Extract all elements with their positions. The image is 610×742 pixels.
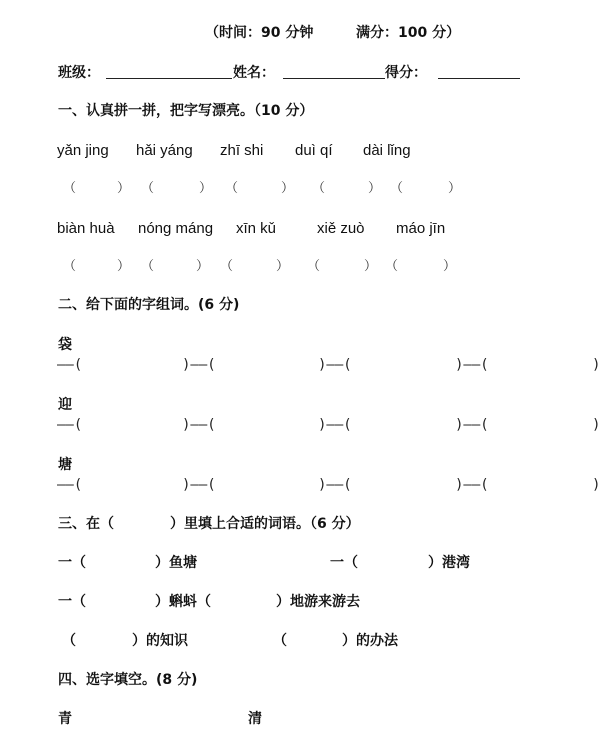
answer-close: ） bbox=[196, 259, 210, 274]
dash-lead: ——( bbox=[57, 357, 83, 373]
answer-close: ） bbox=[199, 181, 213, 196]
exam-full-score: 满分：100 分） bbox=[356, 25, 461, 41]
pinyin-1: yǎn jing bbox=[57, 142, 109, 159]
fill-prefix: 一（ bbox=[58, 555, 86, 571]
class-field[interactable] bbox=[106, 78, 232, 79]
pinyin-9: xiě zuò bbox=[317, 220, 365, 237]
pinyin-7: nóng máng bbox=[138, 220, 214, 237]
pinyin-6: biàn huà bbox=[57, 220, 115, 237]
fill-suffix: ）的办法 bbox=[342, 633, 398, 649]
dash-mid: )——( bbox=[318, 357, 352, 373]
pinyin-3: zhī shi bbox=[220, 142, 264, 159]
section1-title: 一、认真拼一拼，把字写漂亮。（10 分） bbox=[58, 103, 314, 119]
dash-lead: ——( bbox=[57, 417, 83, 433]
pinyin-5: dài lǐng bbox=[363, 142, 411, 159]
fill-suffix: ）地游来游去 bbox=[276, 594, 360, 610]
fill-prefix: 一（ bbox=[58, 594, 86, 610]
pinyin-10: máo jīn bbox=[396, 220, 446, 237]
fill-prefix: （ bbox=[62, 633, 76, 649]
section3-title: 三、在（ ）里填上合适的词语。（6 分） bbox=[58, 516, 360, 532]
pinyin-2: hǎi yáng bbox=[136, 142, 193, 159]
answer-close: ） bbox=[117, 259, 131, 274]
score-label: 得分： bbox=[385, 65, 427, 81]
answer-close: ） bbox=[443, 259, 457, 274]
dash-mid: )——( bbox=[455, 357, 489, 373]
answer-close: ） bbox=[117, 181, 131, 196]
name-label: 姓名： bbox=[233, 65, 275, 81]
pinyin-4: duì qí bbox=[295, 142, 333, 159]
fill-suffix: ）蝌蚪（ bbox=[155, 594, 211, 610]
fill-prefix: 一（ bbox=[330, 555, 358, 571]
fill-suffix: ）鱼塘 bbox=[155, 555, 197, 571]
dash-lead: ——( bbox=[57, 477, 83, 493]
answer-open: （ bbox=[312, 181, 326, 196]
answer-close: ） bbox=[448, 181, 462, 196]
dash-end: ) bbox=[592, 357, 601, 373]
answer-open: （ bbox=[225, 181, 239, 196]
answer-open: （ bbox=[307, 259, 321, 274]
word-char-1: 袋 bbox=[58, 337, 72, 353]
answer-open: （ bbox=[63, 181, 77, 196]
fill-suffix: ）的知识 bbox=[132, 633, 188, 649]
answer-open: （ bbox=[141, 181, 155, 196]
answer-close: ） bbox=[364, 259, 378, 274]
name-field[interactable] bbox=[283, 78, 385, 79]
answer-open: （ bbox=[390, 181, 404, 196]
dash-mid: )——( bbox=[182, 417, 216, 433]
choice-char-1: 青 bbox=[58, 711, 72, 727]
answer-close: ） bbox=[281, 181, 295, 196]
dash-mid: )——( bbox=[455, 477, 489, 493]
fill-suffix: ）港湾 bbox=[428, 555, 470, 571]
pinyin-8: xīn kǔ bbox=[236, 220, 277, 237]
answer-open: （ bbox=[220, 259, 234, 274]
answer-close: ） bbox=[276, 259, 290, 274]
word-char-3: 塘 bbox=[58, 457, 72, 473]
answer-open: （ bbox=[141, 259, 155, 274]
exam-time: （时间：90 分钟 bbox=[205, 25, 314, 41]
score-field[interactable] bbox=[438, 78, 520, 79]
answer-open: （ bbox=[63, 259, 77, 274]
dash-end: ) bbox=[592, 417, 601, 433]
answer-open: （ bbox=[385, 259, 399, 274]
dash-mid: )——( bbox=[318, 477, 352, 493]
class-label: 班级： bbox=[58, 65, 100, 81]
dash-mid: )——( bbox=[182, 477, 216, 493]
dash-mid: )——( bbox=[455, 417, 489, 433]
section4-title: 四、选字填空。(8 分) bbox=[58, 672, 198, 688]
answer-close: ） bbox=[368, 181, 382, 196]
dash-end: ) bbox=[592, 477, 601, 493]
dash-mid: )——( bbox=[182, 357, 216, 373]
word-char-2: 迎 bbox=[58, 397, 72, 413]
section2-title: 二、给下面的字组词。(6 分) bbox=[58, 297, 240, 313]
choice-char-2: 清 bbox=[248, 711, 262, 727]
dash-mid: )——( bbox=[318, 417, 352, 433]
fill-prefix: （ bbox=[273, 633, 287, 649]
